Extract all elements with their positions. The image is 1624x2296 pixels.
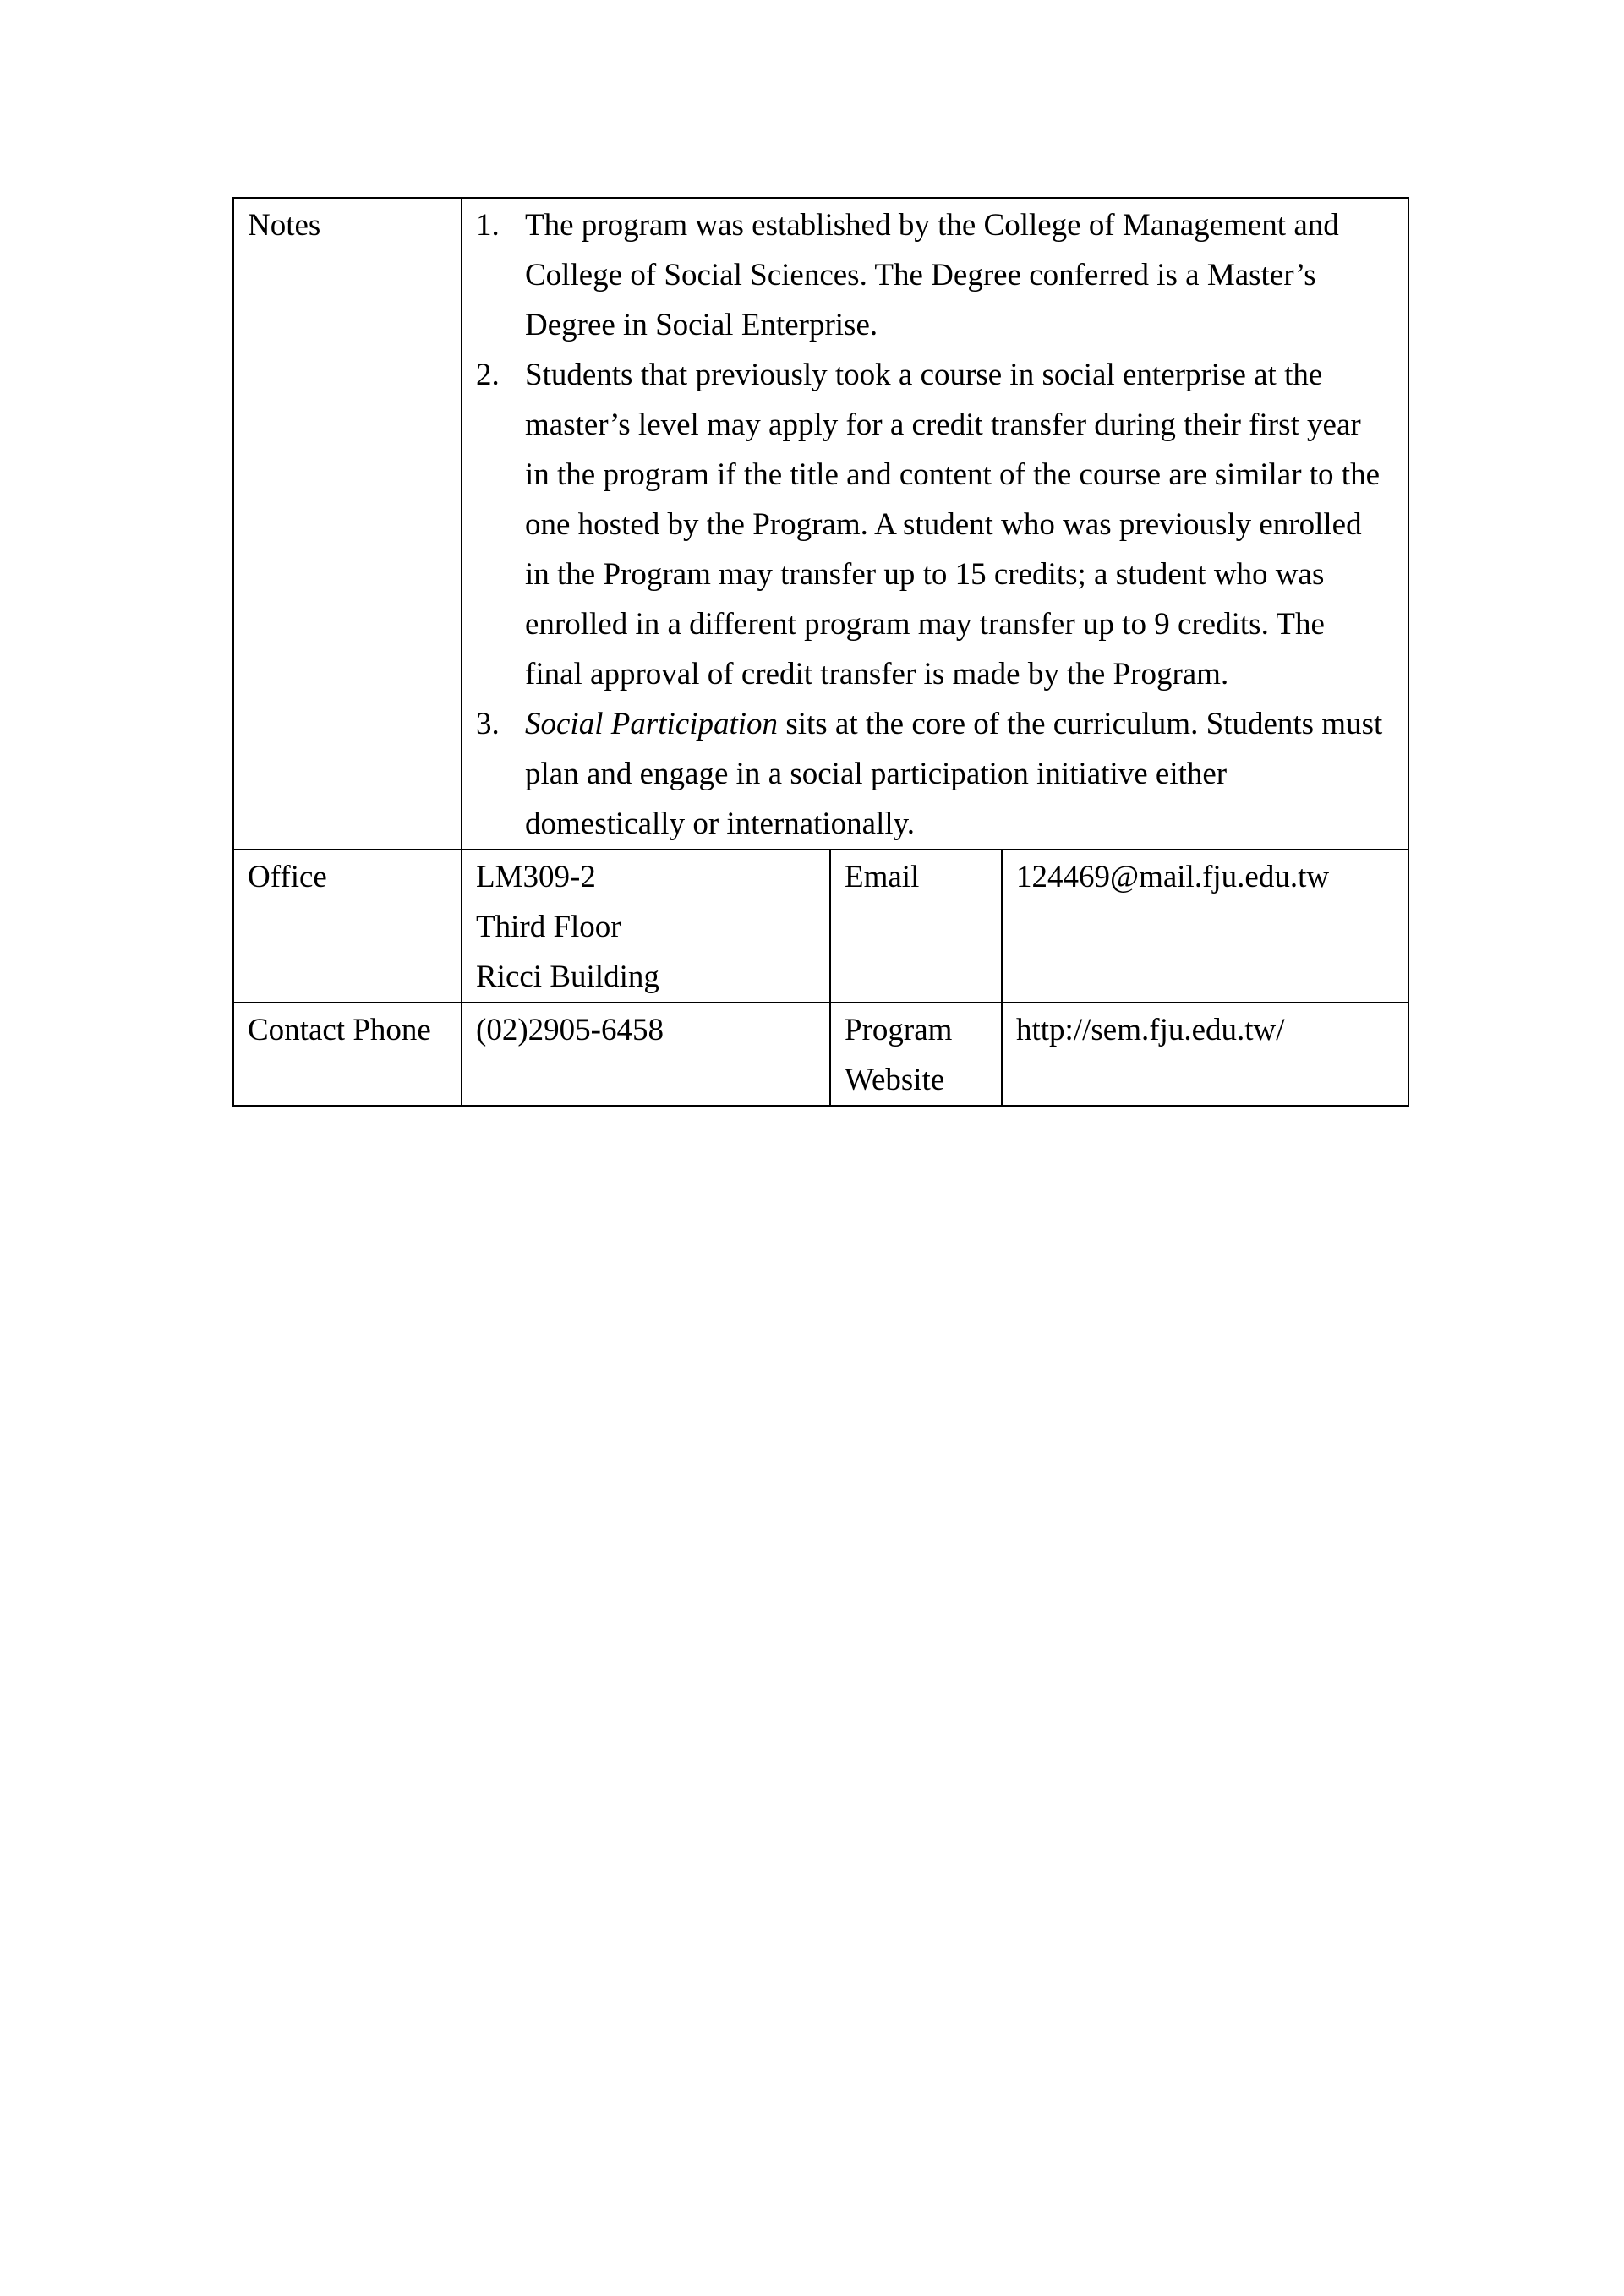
note-italic-term: Social Participation	[525, 707, 779, 741]
notes-label-cell	[233, 198, 462, 850]
note-item	[476, 350, 1389, 699]
note-text: Students that previously took a course in social enterprise at the master’s level may apply for a credit transfer during their first year in the program if the title and content of the course are similar to the one hosted by the Program. A student who was previously enrolled in the Program may transfer up to 15 credits; a student who was enrolled in a different program may transfer up to 9 credits. The final approval of credit transfer is made by the Program.	[525, 358, 1380, 692]
office-building: Ricci Building	[476, 959, 659, 994]
notes-content-cell	[462, 198, 1408, 850]
office-label-cell	[233, 850, 462, 1003]
contact-row	[233, 1003, 1408, 1106]
note-text: sits at the core of the curriculum. Students must plan and engage in a social participation initiative either domestically or internationally.	[525, 707, 1383, 841]
office-row	[233, 850, 1408, 1003]
phone-label-cell	[233, 1003, 462, 1106]
email-label: Email	[845, 860, 920, 894]
note-number: 1.	[476, 208, 500, 243]
notes-label: Notes	[248, 208, 321, 243]
note-item	[476, 699, 1389, 849]
email-label-cell	[830, 850, 1002, 1003]
note-number: 3.	[476, 707, 500, 741]
notes-row	[233, 198, 1408, 850]
website-label-line: Program	[845, 1013, 953, 1047]
email-address: 124469@mail.fju.edu.tw	[1016, 860, 1330, 894]
website-value-cell	[1002, 1003, 1408, 1106]
office-floor: Third Floor	[476, 910, 621, 944]
phone-label: Contact Phone	[248, 1013, 431, 1047]
note-number: 2.	[476, 358, 500, 392]
note-text: The program was established by the College of Management and College of Social Sciences. The Degree conferred is a Master’s Degree in Social Enterprise.	[525, 208, 1339, 342]
note-item	[476, 200, 1389, 350]
website-url: http://sem.fju.edu.tw/	[1016, 1013, 1285, 1047]
website-label-line: Website	[845, 1063, 945, 1097]
office-label: Office	[248, 860, 327, 894]
office-value-cell	[462, 850, 830, 1003]
website-label-cell	[830, 1003, 1002, 1106]
phone-value-cell	[462, 1003, 830, 1106]
program-info-table	[232, 197, 1409, 1107]
notes-list	[476, 200, 1389, 849]
phone-number: (02)2905-6458	[476, 1013, 664, 1047]
email-value-cell	[1002, 850, 1408, 1003]
office-room: LM309-2	[476, 860, 596, 894]
